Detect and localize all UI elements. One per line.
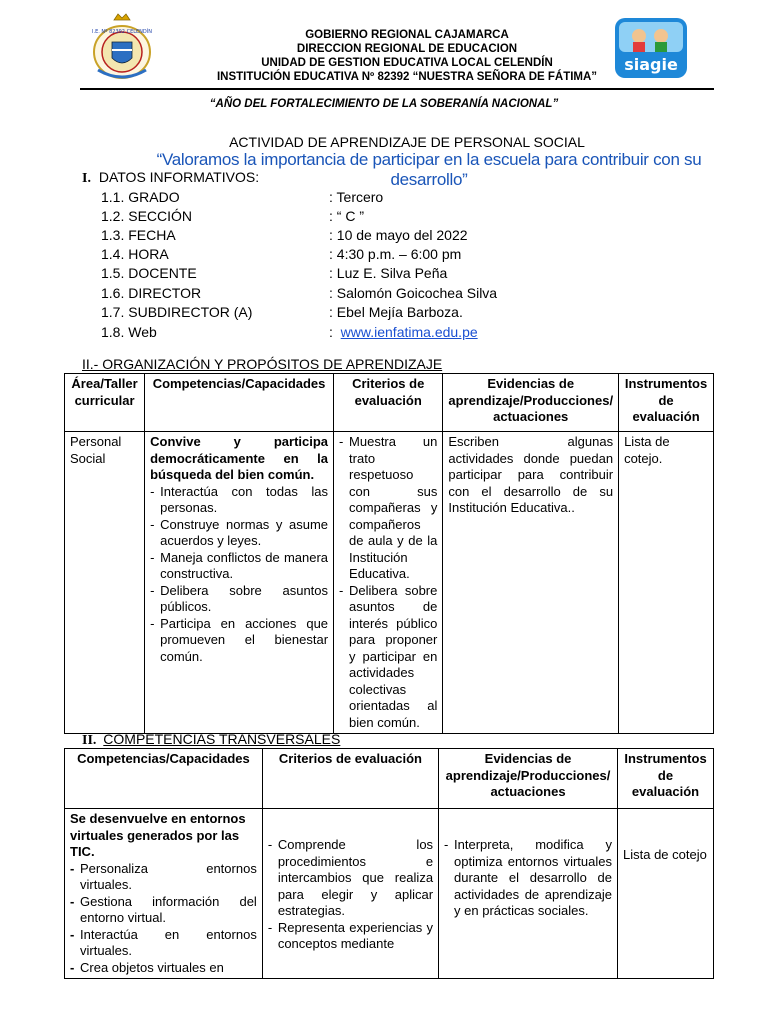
criterios-cell xyxy=(262,809,438,979)
list-item: - Interpreta, modifica y optimiza entornos virtuales durante el desarrollo de actividades de aprendizaje y en prácticas sociales. xyxy=(444,837,612,920)
web-prefix: : xyxy=(329,324,341,340)
competencia-title: Se desenvuelve en entornos virtuales generados por las TIC. xyxy=(70,811,246,859)
info-value: : 10 de mayo del 2022 xyxy=(329,227,468,243)
col-header-evidencias: Evidencias de aprendizaje/Producciones/ actuaciones xyxy=(439,749,618,809)
info-value: : Luz E. Silva Peña xyxy=(329,265,448,281)
list-item: - Representa experiencias y conceptos mediante xyxy=(268,920,433,953)
col-header-area: Área/Taller curricular xyxy=(65,374,145,432)
list-item: - Comprende los procedimientos e intercambios que realiza para elegir y aplicar estrategias. xyxy=(268,837,433,920)
evidencias-list xyxy=(444,837,612,920)
datos-roman: I. xyxy=(82,171,91,186)
info-label: 1.5. DOCENTE xyxy=(101,265,197,281)
header-line-2: DIRECCION REGIONAL DE EDUCACION xyxy=(296,43,518,55)
list-item: - Interactúa con todas las personas. xyxy=(150,484,328,517)
list-item: - Maneja conflictos de manera constructiva. xyxy=(150,550,328,583)
evidencias-cell xyxy=(439,809,618,979)
organizacion-heading: II.- ORGANIZACIÓN Y PROPÓSITOS DE APRENDIZAJE xyxy=(82,356,443,372)
list-item: - Personaliza entornos virtuales. xyxy=(70,861,257,894)
info-label: 1.2. SECCIÓN xyxy=(101,208,193,224)
col-header-instrumentos: Instrumentos de evaluación xyxy=(619,374,714,432)
criterios-cell xyxy=(334,432,443,734)
criterios-list xyxy=(339,434,437,731)
activity-title: ACTIVIDAD DE APRENDIZAJE DE PERSONAL SOCIAL xyxy=(229,134,585,150)
header-line-4: INSTITUCIÓN EDUCATIVA Nº 82392 “NUESTRA SEÑORA DE FÁTIMA” xyxy=(216,71,598,83)
list-item: - Delibera sobre asuntos públicos. xyxy=(150,583,328,616)
col-header-evidencias: Evidencias de aprendizaje/Producciones/ actuaciones xyxy=(443,374,619,432)
instrumentos-cell: Lista de cotejo. xyxy=(619,432,714,734)
info-label: 1.4. HORA xyxy=(101,246,169,262)
info-value: : Tercero xyxy=(329,189,384,205)
competencias-cell xyxy=(65,809,263,979)
list-item: - Interactúa en entornos virtuales. xyxy=(70,927,257,960)
evidencias-cell: Escriben algunas actividades donde puedan participar para contribuir con el desarrollo de su Institución Educativa.. xyxy=(443,432,619,734)
list-item: - Muestra un trato respetuoso con sus compañeras y compañeros de aula y de la Institución Educativa. xyxy=(339,434,437,583)
list-item: - Participa en acciones que promueven el bienestar común. xyxy=(150,616,328,666)
competencia-title: Convive y participa democráticamente en la búsqueda del bien común. xyxy=(150,434,329,482)
info-label: 1.8. Web xyxy=(101,324,157,340)
datos-colon: : xyxy=(255,169,260,185)
national-motto: “AÑO DEL FORTALECIMIENTO DE LA SOBERANÍA NACIONAL” xyxy=(209,98,559,110)
header-divider xyxy=(80,88,714,90)
transversal-competencies-table xyxy=(64,748,714,979)
list-item: - Gestiona información del entorno virtual. xyxy=(70,894,257,927)
transversales-roman: II. xyxy=(82,733,97,748)
datos-title: DATOS INFORMATIVOS xyxy=(98,169,256,185)
list-item: - Crea objetos virtuales en xyxy=(70,960,257,977)
info-value: : Salomón Goicochea Silva xyxy=(329,285,498,301)
siagie-logo xyxy=(611,14,691,82)
info-label: 1.1. GRADO xyxy=(101,189,180,205)
col-header-criterios: Criterios de evaluación xyxy=(262,749,438,809)
col-header-criterios: Criterios de evaluación xyxy=(334,374,443,432)
transversales-title: COMPETENCIAS TRANSVERSALES xyxy=(103,731,341,747)
header-line-3: UNIDAD DE GESTION EDUCATIVA LOCAL CELENDÍN xyxy=(261,57,553,69)
activity-subtitle: “Valoramos la importancia de participar en la escuela para contribuir con su desarrollo” xyxy=(156,150,702,189)
criterios-list xyxy=(268,837,433,953)
info-value xyxy=(329,323,478,342)
header-line-1: GOBIERNO REGIONAL CAJAMARCA xyxy=(305,29,509,41)
learning-purposes-table xyxy=(64,373,714,734)
list-item: - Construye normas y asume acuerdos y leyes. xyxy=(150,517,328,550)
instrumentos-cell: Lista de cotejo xyxy=(618,809,714,979)
capacidades-list xyxy=(70,861,257,977)
svg-text:siagie: siagie xyxy=(624,55,678,74)
info-value: : “ C ” xyxy=(329,208,364,224)
info-value: : 4:30 p.m. – 6:00 pm xyxy=(329,246,462,262)
svg-text:I.E. Nº 82392 CELENDÍN: I.E. Nº 82392 CELENDÍN xyxy=(92,29,152,35)
info-label: 1.7. SUBDIRECTOR (A) xyxy=(101,304,253,320)
col-header-instrumentos: Instrumentos de evaluación xyxy=(618,749,714,809)
datos-heading xyxy=(82,169,259,187)
capacidades-list xyxy=(150,484,328,666)
info-label: 1.6. DIRECTOR xyxy=(101,285,202,301)
info-label: 1.3. FECHA xyxy=(101,227,176,243)
area-cell: Personal Social xyxy=(65,432,145,734)
col-header-competencias: Competencias/Capacidades xyxy=(65,749,263,809)
col-header-competencias: Competencias/Capacidades xyxy=(145,374,334,432)
competencias-cell xyxy=(145,432,334,734)
website-link[interactable]: www.ienfatima.edu.pe xyxy=(340,324,478,340)
info-value: : Ebel Mejía Barboza. xyxy=(329,304,463,320)
transversales-heading xyxy=(82,731,340,749)
list-item: - Delibera sobre asuntos de interés público para proponer y participar en actividades colectivas orientadas al bien común. xyxy=(339,583,437,732)
